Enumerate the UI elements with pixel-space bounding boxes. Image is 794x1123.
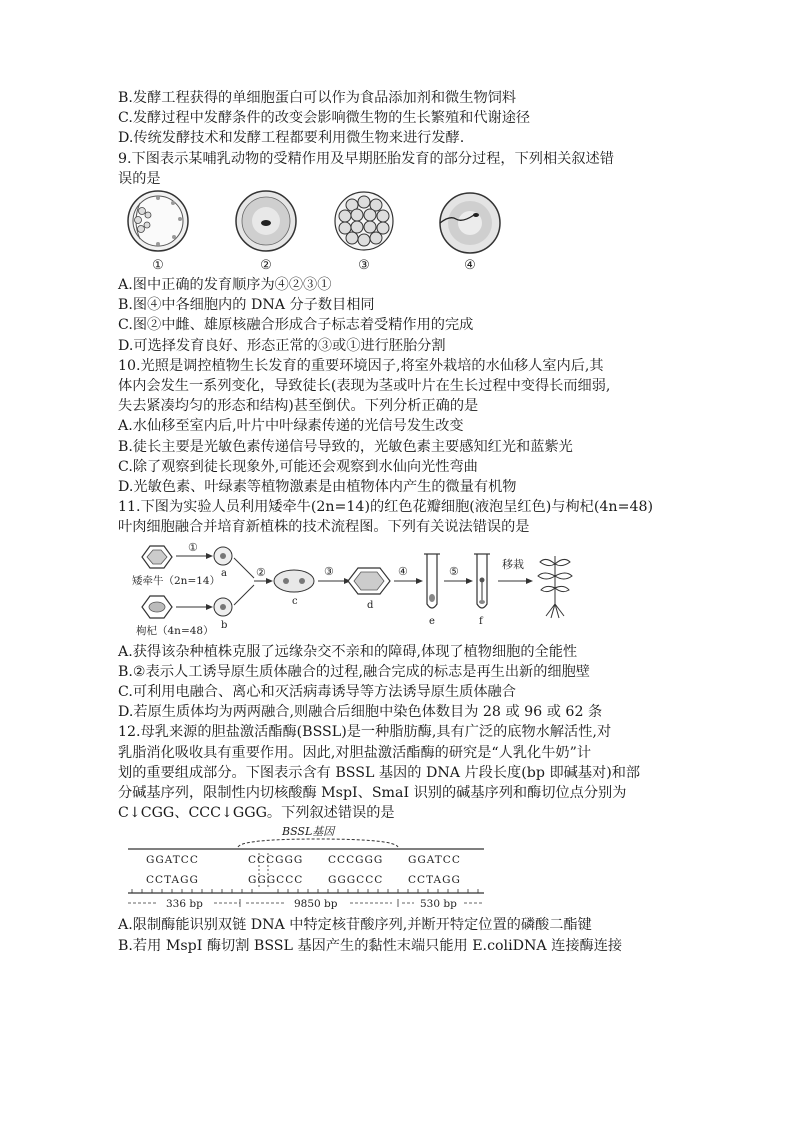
q12-stem-line-5: C↓CGG、CCC↓GGG。下列叙述错误的是 — [118, 805, 395, 822]
worksheet-page — [118, 88, 678, 956]
length-2: 9850 bp — [294, 898, 338, 911]
q9-embryo-figure — [118, 189, 678, 275]
q10-stem-line-1: 10.光照是调控植物生长发育的重要环境因子,将室外栽培的水仙移人室内后,其 — [118, 357, 604, 374]
q10-option-a: A.水仙移至室内后,叶片中叶绿素传递的光信号发生改变 — [118, 418, 464, 435]
q12-option-b: B.若用 MspI 酶切割 BSSL 基因产生的黏性末端只能用 E.coliDNA 连接酶连接 — [118, 937, 623, 954]
step-5-label: ⑤ — [449, 564, 459, 578]
step-2-label: ② — [256, 565, 266, 579]
q12-stem-line-1: 12.母乳来源的胆盐激活酯酶(BSSL)是一种脂肪酶,具有广泛的底物水解活性,对 — [118, 724, 612, 741]
goji-label: 枸杞（4n=48） — [136, 624, 214, 637]
length-3: 530 bp — [420, 898, 457, 911]
q9-option-d: D.可选择发育良好、形态正常的③或①进行胚胎分割 — [118, 337, 446, 354]
q8-option-d: D.传统发酵技术和发酵工程都要利用微生物来进行发酵. — [118, 130, 465, 147]
zygote-figure — [236, 191, 296, 251]
transplant-label: 移栽 — [502, 557, 524, 571]
q8-option-c: C.发酵过程中发酵条件的改变会影响微生物的生长繁殖和代谢途径 — [118, 110, 531, 127]
goji-cell-icon — [142, 596, 172, 618]
hybrid-plant-icon — [538, 556, 572, 618]
step-3-label: ③ — [324, 564, 334, 578]
q11-option-b: B.②表示人工诱导原生质体融合的过程,融合完成的标志是再生出新的细胞壁 — [118, 663, 590, 680]
q9-stem-line-2: 误的是 — [118, 170, 161, 187]
q9-stem-line-1: 9.下图表示某哺乳动物的受精作用及早期胚胎发育的部分过程，下列相关叙述错 — [118, 150, 614, 167]
q12-option-a: A.限制酶能识别双链 DNA 中特定核苷酸序列,并断开特定位置的磷酸二酯键 — [118, 917, 592, 934]
petunia-label: 矮牵牛（2n=14） — [132, 574, 221, 587]
q11-fusion-flowchart — [118, 538, 678, 642]
q12-stem-line-4: 分碱基序列，限制性内切核酸酶 MspI、SmaI 识别的碱基序列和酶切位点分别为 — [118, 785, 627, 802]
q9-option-c: C.图②中雌、雄原核融合形成合子标志着受精作用的完成 — [118, 317, 474, 334]
letter-b: b — [221, 619, 228, 631]
petunia-cell-icon — [142, 546, 172, 568]
q10-stem-line-3: 失去紧凑均匀的形态和结构)甚至倒伏。下列分析正确的是 — [118, 398, 479, 415]
fig-label-1: ① — [152, 258, 164, 274]
q10-option-b: B.徒长主要是光敏色素传递信号导致的，光敏色素主要感知红光和蓝紫光 — [118, 438, 573, 455]
bottom-seq-2: GGGCCC — [248, 874, 304, 887]
q10-stem-line-2: 体内会发生一系列变化，导致徒长(表现为茎或叶片在生长过程中变得长而细弱, — [118, 378, 611, 395]
q11-option-d: D.若原生质体均为两两融合,则融合后细胞中染色体数目为 28 或 96 或 62 条 — [118, 704, 603, 721]
q10-option-d: D.光敏色素、叶绿素等植物激素是由植物体内产生的微量有机物 — [118, 479, 517, 496]
morula-figure — [335, 192, 393, 250]
q11-option-a: A.获得该杂种植株克服了远缘杂交不亲和的障碍,体现了植物细胞的全能性 — [118, 643, 578, 660]
q9-option-a: A.图中正确的发育顺序为④②③① — [118, 277, 332, 294]
step-1-label: ① — [188, 540, 198, 554]
letter-a: a — [221, 567, 227, 579]
q9-option-b: B.图④中各细胞内的 DNA 分子数目相同 — [118, 297, 375, 314]
q11-option-c: C.可利用电融合、离心和灭活病毒诱导等方法诱导原生质体融合 — [118, 684, 516, 701]
fig-label-2: ② — [260, 258, 272, 274]
bssl-gene-label: BSSL基因 — [282, 825, 335, 839]
fig-label-4: ④ — [464, 258, 476, 274]
bottom-seq-1: CCTAGG — [146, 874, 199, 887]
q12-stem-line-2: 乳脂消化吸收具有重要作用。因此,对胆盐激活酯酶的研究是“人乳化牛奶”计 — [118, 744, 592, 761]
length-1: 336 bp — [166, 898, 203, 911]
top-seq-1: GGATCC — [146, 854, 199, 867]
q11-stem-line-2: 叶肉细胞融合并培育新植株的技术流程图。下列有关说法错误的是 — [118, 519, 530, 536]
letter-e: e — [429, 615, 435, 627]
q8-option-b: B.发酵工程获得的单细胞蛋白可以作为食品添加剂和微生物饲料 — [118, 90, 517, 106]
blastocyst-figure — [128, 191, 188, 251]
q10-option-c: C.除了观察到徒长现象外,可能还会观察到水仙向光性弯曲 — [118, 458, 478, 475]
fertilization-figure — [440, 193, 500, 253]
top-seq-4: GGATCC — [408, 854, 461, 867]
q12-dna-figure — [118, 823, 678, 911]
top-seq-2: CCCGGG — [248, 854, 304, 867]
bottom-seq-3: GGGCCC — [328, 874, 384, 887]
q11-stem-line-1: 11.下图为实验人员利用矮牵牛(2n=14)的红色花瓣细胞(液泡呈红色)与枸杞(4n=48) — [118, 499, 654, 516]
bssl-gene-bracket — [238, 839, 398, 847]
letter-c: c — [292, 595, 298, 607]
step-4-label: ④ — [398, 564, 408, 578]
bottom-seq-4: CCTAGG — [408, 874, 461, 887]
q12-stem-line-3: 划的重要组成部分。下图表示含有 BSSL 基因的 DNA 片段长度(bp 即碱基对)和部 — [118, 764, 641, 781]
fig-label-3: ③ — [358, 258, 370, 274]
letter-f: f — [479, 615, 483, 627]
top-seq-3: CCCGGG — [328, 854, 384, 867]
letter-d: d — [367, 599, 374, 611]
